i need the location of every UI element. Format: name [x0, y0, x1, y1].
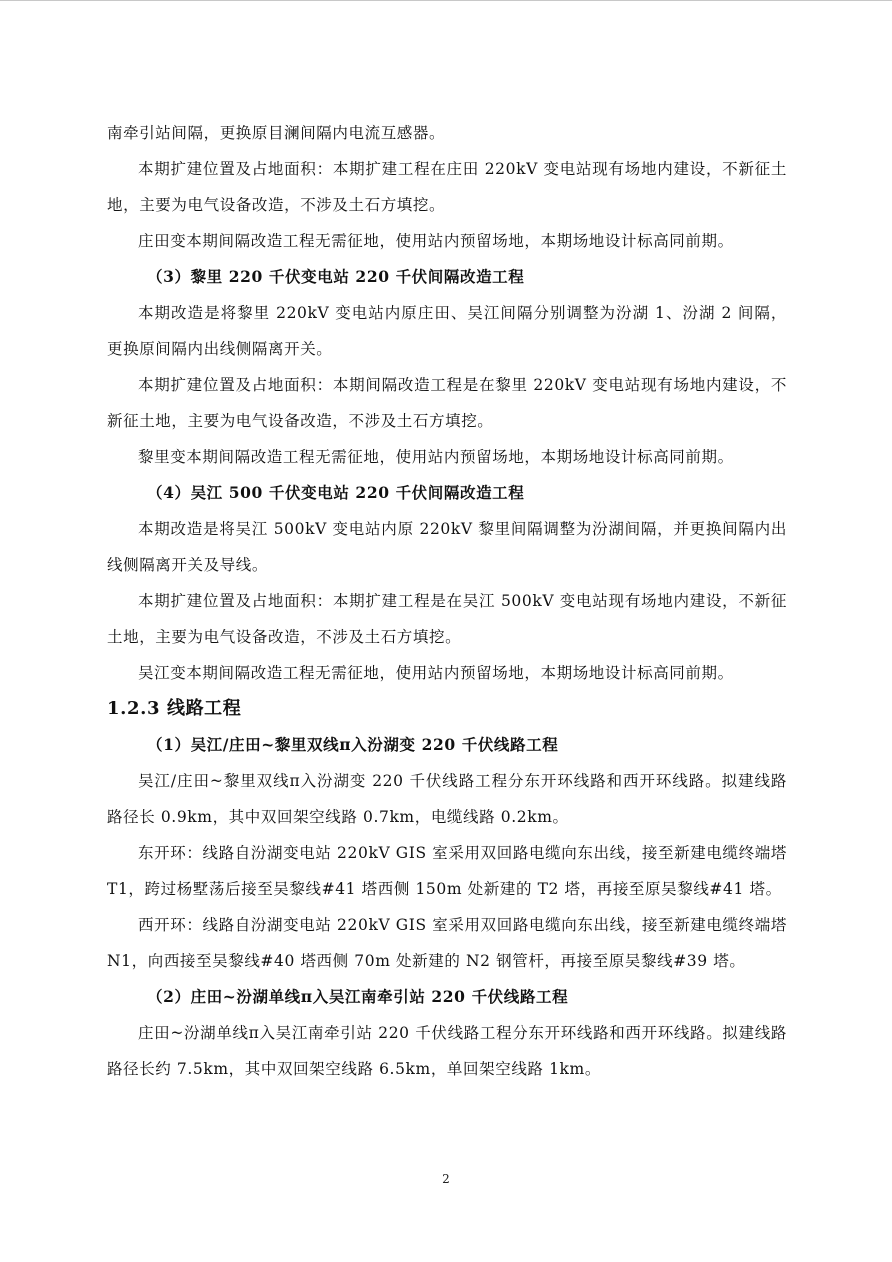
subheading: （1）吴江/庄田~黎里双线π入汾湖变 220 千伏线路工程: [147, 735, 559, 754]
top-rule: [0, 0, 892, 1]
subheading: （3）黎里 220 千伏变电站 220 千伏间隔改造工程: [147, 267, 525, 286]
page-number: 2: [442, 1172, 450, 1186]
paragraph: 吴江/庄田~黎里双线π入汾湖变 220 千伏线路工程分东开环线路和西开环线路。拟建线路路径长 0.9km，其中双回架空线路 0.7km，电缆线路 0.2km。: [107, 772, 787, 826]
paragraph: 本期改造是将黎里 220kV 变电站内原庄田、吴江间隔分别调整为汾湖 1、汾湖 2 间隔，更换原间隔内出线侧隔离开关。: [107, 304, 787, 358]
paragraph: 本期改造是将吴江 500kV 变电站内原 220kV 黎里间隔调整为汾湖间隔，并更换间隔内出线侧隔离开关及导线。: [107, 520, 787, 574]
paragraph: 南牵引站间隔，更换原目澜间隔内电流互感器。: [107, 124, 446, 142]
subheading: （4）吴江 500 千伏变电站 220 千伏间隔改造工程: [147, 483, 525, 502]
paragraph: 吴江变本期间隔改造工程无需征地，使用站内预留场地，本期场地设计标高同前期。: [138, 664, 734, 682]
paragraph: 庄田变本期间隔改造工程无需征地，使用站内预留场地，本期场地设计标高同前期。: [138, 232, 734, 250]
paragraph: 黎里变本期间隔改造工程无需征地，使用站内预留场地，本期场地设计标高同前期。: [138, 448, 734, 466]
paragraph: 本期扩建位置及占地面积：本期扩建工程是在吴江 500kV 变电站现有场地内建设，不新征土地，主要为电气设备改造，不涉及土石方填挖。: [107, 592, 787, 646]
subheading: （2）庄田~汾湖单线π入吴江南牵引站 220 千伏线路工程: [147, 987, 569, 1006]
section-heading: 1.2.3 线路工程: [107, 698, 242, 719]
paragraph: 本期扩建位置及占地面积：本期间隔改造工程是在黎里 220kV 变电站现有场地内建设，不新征土地，主要为电气设备改造，不涉及土石方填挖。: [107, 376, 787, 430]
page-body: [107, 115, 787, 1087]
paragraph: 东开环：线路自汾湖变电站 220kV GIS 室采用双回路电缆向东出线，接至新建电缆终端塔 T1，跨过杨墅荡后接至吴黎线#41 塔西侧 150m 处新建的 T2 塔，再接至原吴黎线#41 塔。: [107, 844, 787, 898]
paragraph: 本期扩建位置及占地面积：本期扩建工程在庄田 220kV 变电站现有场地内建设，不新征土地，主要为电气设备改造，不涉及土石方填挖。: [107, 160, 787, 214]
paragraph: 西开环：线路自汾湖变电站 220kV GIS 室采用双回路电缆向东出线，接至新建电缆终端塔 N1，向西接至吴黎线#40 塔西侧 70m 处新建的 N2 钢管杆，再接至原吴黎线#39 塔。: [107, 916, 787, 970]
paragraph: 庄田~汾湖单线π入吴江南牵引站 220 千伏线路工程分东开环线路和西开环线路。拟建线路路径长约 7.5km，其中双回架空线路 6.5km，单回架空线路 1km。: [107, 1024, 787, 1078]
